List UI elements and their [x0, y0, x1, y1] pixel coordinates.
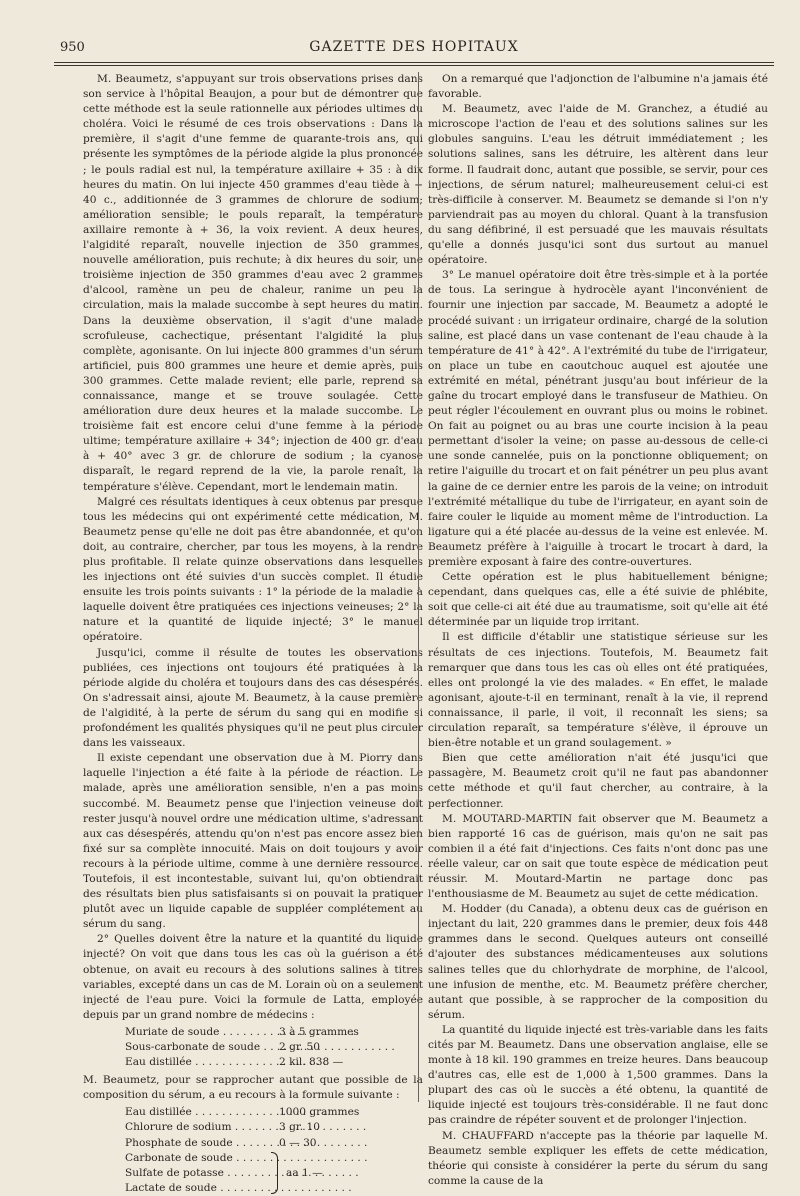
- ingredient-name: Phosphate de soude . . .: [125, 1136, 275, 1151]
- latta-formula: [125, 1025, 423, 1070]
- paragraph-text: fait observer que M. Beaumetz a bien rapporté 16 cas de guérison, mais qu'on ne sait pas combien il a été fait d'injections. Ces faits n'ont donc pas une réelle valeur, car on sait que toute espèce de médication peut réussir. M. Moutard-Martin ne partage donc pas l'enthousiasme de M. Beaumetz au sujet de cette médication.: [428, 812, 768, 901]
- paragraph: 3° Le manuel opératoire doit être très-simple et à la portée de tous. La seringue à hydrocèle ayant l'inconvénient de fournir une injection par saccade, M. Beaumetz a adopté le procédé suivant : un irrigateur ordinaire, chargé de la solution saline, est placé dans un vase contenant de l'eau chaude à la température de 41° à 42°. A l'extrémité du tube de l'irrigateur, on place un tube en caoutchouc auquel est ajoutée une extrémité en métal, pénétrant jusqu'au bout inférieur de la gaîne du trocart employé dans le transfuseur de Mathieu. On peut régler l'écoulement en ouvrant plus ou moins le robinet. On fait au poignet ou au bras une courte incision à la peau permettant d'isoler la veine; on passe au-dessous de celle-ci une sonde cannelée, puis on la ponctionne obliquement; on retire l'aiguille du trocart et on fait pénétrer un peu plus avant la gaine de ce dernier entre les parois de la veine; on introduit l'extrémité métallique du tube de l'irrigateur, en ayant soin de faire couler le liquide au moment même de l'introduction. La ligature qui a été placée au-dessus de la veine est enlevée. M. Beaumetz préfère à l'aiguille à trocart le trocart à dard, la première exposant à faire des contre-ouvertures.: [428, 269, 768, 568]
- ingredient-name: Eau distillée . . .: [125, 1055, 275, 1070]
- ingredient-name: Carbonate de soude . . .: [125, 1151, 275, 1166]
- paragraph: M. Hodder (du Canada), a obtenu deux cas de guérison en injectant du lait, 220 grammes dans le premier, deux fois 448 grammes dans le second. Quelques auteurs ont conseillé d'ajouter des substances médicamenteuses aux solutions salines telles que du chlorhydrate de morphine, de l'alcool, une infusion de menthe, etc. M. Beaumetz préfère chercher, autant que possible, à se rapprocher de la composition du sérum.: [428, 903, 768, 1021]
- ingredient-qty: 2 gr. 50: [279, 1041, 321, 1053]
- paragraph: Bien que cette amélioration n'ait été jusqu'ici que passagère, M. Beaumetz croit qu'il ne faut pas abandonner cette méthode et qu'il faut chercher, au contraire, à la perfectionner.: [428, 752, 768, 810]
- page-number: 950: [60, 40, 85, 55]
- paragraph: Jusqu'ici, comme il résulte de toutes les observations publiées, ces injections ont toujours été pratiquées à la période algide du choléra et toujours dans des cas désespérés. On s'adressait ainsi, ajoute M. Beaumetz, à la cause première de l'algidité, à la perte de sérum du sang qui en modifie si profondément les qualités physiques qu'il ne peut plus circuler dans les vaisseaux.: [83, 646, 423, 750]
- speaker-name: M. CHAUFFARD: [442, 1129, 534, 1142]
- formula-row: [125, 1136, 423, 1151]
- formula-brace-group: [125, 1151, 423, 1196]
- ingredient-qty: 3 à 5 grammes: [279, 1025, 359, 1038]
- formula-row: [125, 1055, 423, 1070]
- right-column: [428, 72, 768, 1187]
- beaumetz-formula: [125, 1105, 423, 1196]
- ingredient-qty: 3 gr. 10: [279, 1121, 321, 1134]
- speaker-name: M. MOUTARD-MARTIN: [442, 812, 573, 825]
- running-title: GAZETTE DES HOPITAUX: [309, 39, 519, 55]
- formula-row: [125, 1025, 423, 1040]
- paragraph: Malgré ces résultats identiques à ceux obtenus par presque tous les médecins qui ont expérimenté cette médication, M. Beaumetz pense qu'elle ne doit pas être abandonnée, et qu'on doit, au contraire, chercher, par tous les moyens, à la rendre plus profitable. Il relate quinze observations dans lesquelles les injections ont été suivies d'un succès complet. Il étudie ensuite les trois points suivants : 1° la période de la maladie à laquelle doivent être pratiquées ces injections veineuses; 2° la nature et la quantité de liquide injecté; 3° le manuel opératoire.: [83, 495, 423, 644]
- ingredient-name: Muriate de soude . . .: [125, 1025, 275, 1040]
- formula-row: [125, 1105, 423, 1120]
- left-column: [83, 72, 423, 1194]
- formula-row: [125, 1120, 423, 1135]
- formula-row: [125, 1040, 423, 1055]
- page-header: [54, 36, 774, 60]
- paragraph-text: n'accepte pas la théorie par laquelle M. Beaumetz semble expliquer les effets de cette médication, théorie qui consiste à considérer la perte du sérum du sang comme la cause de la: [428, 1129, 768, 1187]
- paragraph: On a remarqué que l'adjonction de l'albumine n'a jamais été favorable.: [428, 73, 768, 101]
- paragraph: M. Beaumetz, pour se rapprocher autant que possible de la composition du sérum, a eu recours à la formule suivante :: [83, 1074, 423, 1102]
- paragraph: La quantité du liquide injecté est très-variable dans les faits cités par M. Beaumetz. Dans une observation anglaise, elle se monte à 18 kil. 190 grammes en treize heures. Dans beaucoup d'autres cas, elle est de 1,000 à 1,500 grammes. Dans la plupart des cas où le succès a été obtenu, la quantité de liquide injecté est toujours très-considérable. Il ne faut donc pas craindre de répéter souvent et de prolonger l'injection.: [428, 1023, 768, 1127]
- paragraph: [428, 812, 768, 903]
- header-rule-double: [54, 65, 774, 66]
- header-rule: [54, 62, 774, 63]
- ingredient-qty: 0 — 30: [279, 1136, 317, 1149]
- ingredient-name: Sous-carbonate de soude . . .: [125, 1040, 275, 1055]
- ingredient-qty: 2 kil. 838 —: [279, 1056, 344, 1069]
- curly-brace: [271, 1152, 278, 1194]
- paragraph: Il existe cependant une observation due à M. Piorry dans laquelle l'injection a été faite à la période de réaction. Le malade, après une amélioration sensible, n'en a pas moins succombé. M. Beaumetz pense que l'injection veineuse doit rester jusqu'à nouvel ordre une médication ultime, s'adressant aux cas désespérés, attendu qu'on n'est pas encore assez bien fixé sur sa complète innocuité. Mais on doit toujours y avoir recours à la période ultime, comme à une dernière ressource. Toutefois, il est incontestable, suivant lui, qu'on obtiendrait des résultats bien plus satisfaisants si on pouvait la pratiquer plutôt avec un liquide capable de suppléer complétement au sérum du sang.: [83, 752, 423, 931]
- brace-group-names: [125, 1151, 275, 1196]
- paragraph: Cette opération est le plus habituellement bénigne; cependant, dans quelques cas, elle a été suivie de phlébite, soit que celle-ci ait été due au traumatisme, soit qu'elle ait été déterminée par un liquide trop irritant.: [428, 571, 768, 629]
- ingredient-name: Eau distillée . . .: [125, 1105, 275, 1120]
- paragraph: M. Beaumetz, s'appuyant sur trois observations prises dans son service à l'hôpital Beaujon, a pour but de démontrer que cette méthode est la seule rationnelle aux périodes ultimes du choléra. Voici le résumé de ces trois observations : Dans la première, il s'agit d'une femme de quarante-trois ans, qui présente les symptômes de la période algide la plus prononcée ; le pouls radial est nul, la température axillaire + 35 : à dix heures du matin. On lui injecte 450 grammes d'eau tiède à + 40 c., additionnée de 3 grammes de chlorure de sodium; amélioration sensible; le pouls reparaît, la température axillaire remonte à + 36, la voix revient. A deux heures, l'algidité reparaît, nouvelle injection de 350 grammes, nouvelle amélioration, puis rechute; à dix heures du soir, une troisième injection de 350 grammes d'eau avec 2 grammes d'alcool, ramène un peu de chaleur, ranime un peu la circulation, mais la malade succombe à sept heures du matin. Dans la deuxième observation, il s'agit d'une malade scrofuleuse, cachectique, présentant l'algidité la plus complète, agonisante. On lui injecte 800 grammes d'un sérum artificiel, puis 800 grammes une heure et demie après, puis 300 grammes. Cette malade revient; elle parle, reprend sa connaissance, mange et se trouve soulagée. Cette amélioration dure deux heures et la malade succombe. Le troisième fait est encore celui d'une femme à la période ultime; température axillaire + 34°; injection de 400 gr. d'eau à + 40° avec 3 gr. de chlorure de sodium ; la cyanose disparaît, le regard reprend de la vie, la parole renaît, la température s'élève. Cependant, mort le lendemain matin.: [83, 73, 423, 493]
- column-divider: [418, 72, 419, 1102]
- paragraph: [428, 1129, 768, 1189]
- paragraph: 2° Quelles doivent être la nature et la quantité du liquide injecté? On voit que dans tous les cas où la guérison a été obtenue, on avait eu recours à des solutions salines à titres variables, excepté dans un cas de M. Lorain où on a seulement injecté de l'eau pure. Voici la formule de Latta, employée depuis par un grand nombre de médecins :: [83, 933, 423, 1021]
- paragraph: Il est difficile d'établir une statistique sérieuse sur les résultats de ces injections. Toutefois, M. Beaumetz fait remarquer que dans tous les cas où elles ont été pratiquées, elles ont prolongé la vie des malades. « En effet, le malade agonisant, ajoute-t-il en terminant, renaît à la vie, il reprend connaissance, il parle, il voit, il reconnaît les siens; sa circulation reparaît, sa température s'élève, il éprouve un bien-être notable et un grand soulagement. »: [428, 631, 768, 750]
- ingredient-name: Sulfate de potasse . . .: [125, 1166, 275, 1181]
- ingredient-name: Lactate de soude . . .: [125, 1181, 275, 1196]
- ingredient-qty: aa 1 —: [286, 1166, 323, 1179]
- paragraph: M. Beaumetz, avec l'aide de M. Granchez, a étudié au microscope l'action de l'eau et des solutions salines sur les globules sanguins. L'eau les détruit immédiatement ; les solutions salines, sans les détruire, les altèrent dans leur forme. Il faudrait donc, autant que possible, se servir, pour ces injections, de sérum naturel; malheureusement celui-ci est très-difficile à conserver. M. Beaumetz se demande si l'on n'y parviendrait pas au moyen du chloral. Quant à la transfusion du sang défibriné, il est persuadé que les mauvais résultats qu'elle a donnés jusqu'ici sont dus surtout au manuel opératoire.: [428, 103, 768, 267]
- ingredient-qty: 1000 grammes: [279, 1106, 360, 1119]
- ingredient-name: Chlorure de sodium . . .: [125, 1120, 275, 1135]
